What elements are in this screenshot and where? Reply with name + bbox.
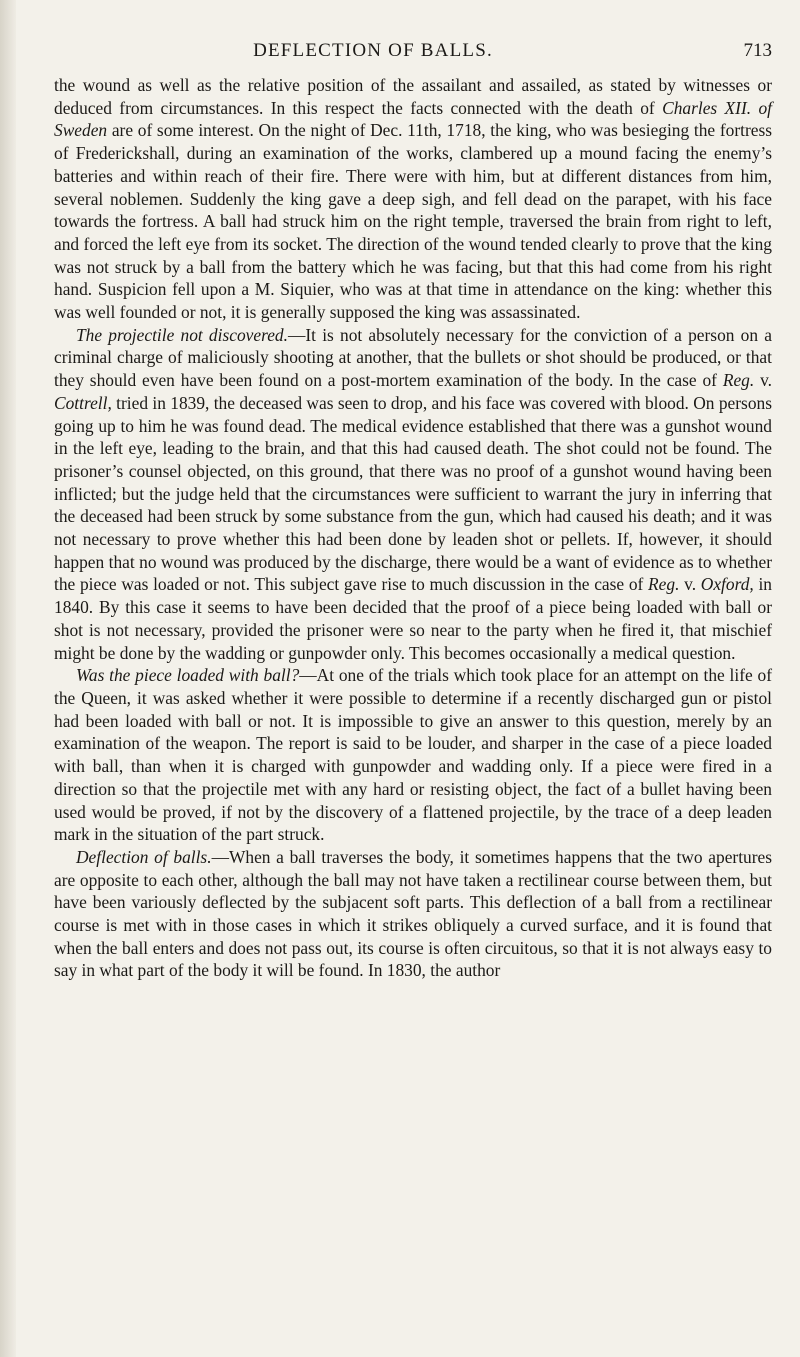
text-run: —At one of the trials which took place for an attempt on the life of the Queen, it was asked whether it were possible to determine if a recently discharged gun or pistol had been loaded with ball or not. It is impossible to give an answer to this question, merely by an examination of the weapon. The report is said to be louder, and sharper in the case of a piece loaded with ball, than when it is charged with gunpowder and wadding only. If a piece were fired in a direction so that the projectile met with any hard or resisting object, the fact of a bullet having been used would be proved, if not by the discovery of a flattened projectile, by the trace of a deep leaden mark in the situation of the part struck. — [54, 665, 772, 845]
italic-text: Reg. — [648, 574, 680, 595]
paragraph-p3 — [54, 664, 772, 846]
running-head: DEFLECTION OF BALLS. — [253, 40, 493, 61]
paragraph-p4 — [54, 846, 772, 982]
binding-gutter — [0, 0, 16, 1357]
page-header — [54, 40, 772, 74]
italic-text: Was the piece loaded with ball? — [76, 665, 300, 686]
italic-text: The projectile not discovered. — [76, 324, 288, 345]
italic-text: Deflection of balls. — [76, 846, 212, 867]
text-run: —When a ball traverses the body, it sometimes happens that the two apertures are opposite to each other, although the ball may not have taken a rectilinear course between them, but have been variously deflected by the subjacent soft parts. This deflection of a ball from a rectilinear course is met with in those cases in which it strikes obliquely a curved surface, and it is found that when the ball enters and does not pass out, its course is often circuitous, so that it is not always easy to say in what part of the body it will be found. In 1830, the author — [54, 846, 773, 981]
italic-text: Cottrell, — [54, 392, 112, 413]
text-run: tried in 1839, the deceased was seen to drop, and his face was covered with blood. On persons going up to him he was found dead. The medical evidence established that there was a gunshot wound in the left eye, leading to the brain, and that this had caused death. The shot could not be found. The prisoner’s counsel objected, on this ground, that there was no proof of a gunshot wound having been inflicted; but the judge held that the circumstances were sufficient to warrant the jury in inferring that the deceased had been struck by some substance from the gun, which had caused his death; and it was not necessary to prove whether this had been done by leaden shot or pellets. If, however, it should happen that no wound was produced by the discharge, there would be a want of evidence as to whether the piece was loaded or not. This subject gave rise to much discussion in the case of — [54, 392, 772, 595]
text-run: —It is not absolutely necessary for the conviction of a person on a criminal charge of maliciously shooting at another, that the bullets or shot should be produced, or that they should even have been found on a post-mortem examination of the body. In the case of — [54, 324, 772, 391]
paragraph-p1 — [54, 74, 772, 324]
paragraph-p2 — [54, 324, 772, 665]
text-run: v. — [679, 574, 701, 595]
italic-text: Charles XII. of Sweden — [54, 97, 773, 141]
text-run: the wound as well as the relative position of the assailant and assailed, as stated by witnesses or deduced from circumstances. In this respect the facts connected with the death of — [54, 75, 772, 118]
italic-text: Oxford, — [700, 574, 754, 595]
body-text — [54, 74, 772, 982]
italic-text: Reg. — [722, 370, 755, 391]
text-run: in 1840. By this case it seems to have been decided that the proof of a piece being loaded with ball or shot is not necessary, provided the prisoner were so near to the party when he fired it, that mischief might be done by the wadding or gunpowder only. This becomes occasionally a medical question. — [54, 574, 773, 663]
text-run: v. — [754, 370, 772, 391]
text-run: are of some interest. On the night of Dec. 11th, 1718, the king, who was besieging the fortress of Frederickshall, during an examination of the works, clambered up a mound facing the enemy’s batteries and within reach of their fire. There were with him, but at different distances from him, several noblemen. Suddenly the king gave a deep sigh, and fell dead on the parapet, with his face towards the fortress. A ball had struck him on the right temple, traversed the brain from right to left, and forced the left eye from its socket. The direction of the wound tended clearly to prove that the king was not struck by a ball from the battery which he was facing, but that this had come from his right hand. Suspicion fell upon a M. Siquier, who was at that time in attendance on the king: whether this was well founded or not, it is generally supposed the king was assassinated. — [54, 120, 772, 323]
page-number: 713 — [743, 40, 772, 61]
